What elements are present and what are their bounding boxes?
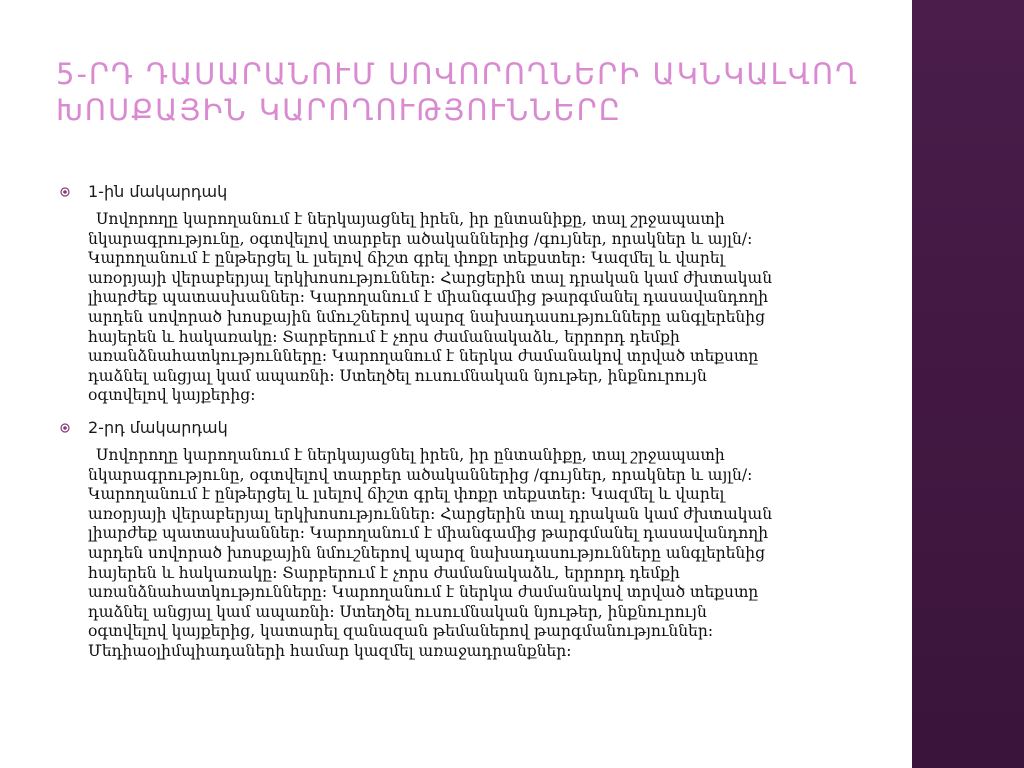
decorative-side-band [912,0,1024,768]
level-heading: 2-րդ մակարդակ [88,417,228,437]
circle-dot-bullet-icon [60,187,70,197]
slide-title: 5-ՐԴ ԴԱՍԱՐԱՆՈՒՄ ՍՈՎՈՐՈՂՆԵՐԻ ԱԿՆԿԱԼՎՈՂ ԽՈՍՔԱՅԻՆ ԿԱՐՈՂՈՒԹՅՈՒՆՆԵՐԸ [56,57,859,127]
level-item-1 [88,180,888,406]
circle-dot-bullet-icon [60,423,70,433]
level-item-2 [88,416,888,662]
slide-body [88,180,888,671]
level-description: Սովորողը կարողանում է ներկայացնել իրեն, իր ընտանիքը, տալ շրջապատի նկարագրությունը, օգտվելով տարբեր ածականներից /գույներ, որակներ և այլն/: Կարողանում է ընթերցել և լսելով ճիշտ գրել փոքր տեքստեր: Կազմել և վարել առօրյայի վերաբերյալ երկխոսություններ: Հարցերին տալ դրական կամ ժխտական լիարժեք պատասխաններ: Կարողանում է միանգամից թարգմանել դասավանդողի արդեն սովորած խոսքային նմուշներով պարզ նախադասությունները անգլերենից հայերեն և հակառակը: Տարբերում է չորս ժամանակաձև, երրորդ դեմքի առանձնահատկությունները: Կարողանում է ներկա ժամանակով տրված տեքստը դաձնել անցյալ կամ ապառնի: Ստեղծել ուսումնական նյութեր, ինքնուրույն օգտվելով կայքերից, կատարել զանազան թեմաներով թարգմանություններ: Մեդիաօլիմպիադաների համար կազմել առաջադրանքներ: [88,445,773,660]
level-description: Սովորողը կարողանում է ներկայացնել իրեն, իր ընտանիքը, տալ շրջապատի նկարագրությունը, օգտվելով տարբեր ածականներից /գույներ, որակներ և այլն/: Կարողանում է ընթերցել և լսելով ճիշտ գրել փոքր տեքստեր: Կազմել և վարել առօրյայի վերաբերյալ երկխոսություններ: Հարցերին տալ դրական կամ ժխտական լիարժեք պատասխաններ: Կարողանում է միանգամից թարգմանել դասավանդողի արդեն սովորած խոսքային նմուշներով պարզ նախադասությունները անգլերենից հայերեն և հակառակը: Տարբերում է չորս ժամանակաձև, երրորդ դեմքի առանձնահատկությունները: Կարողանում է ներկա ժամանակով տրված տեքստը դաձնել անցյալ կամ ապառնի: Ստեղծել ուսումնական նյութեր, ինքնուրույն օգտվելով կայքերից: [88,210,773,405]
level-heading: 1-ին մակարդակ [88,182,228,201]
